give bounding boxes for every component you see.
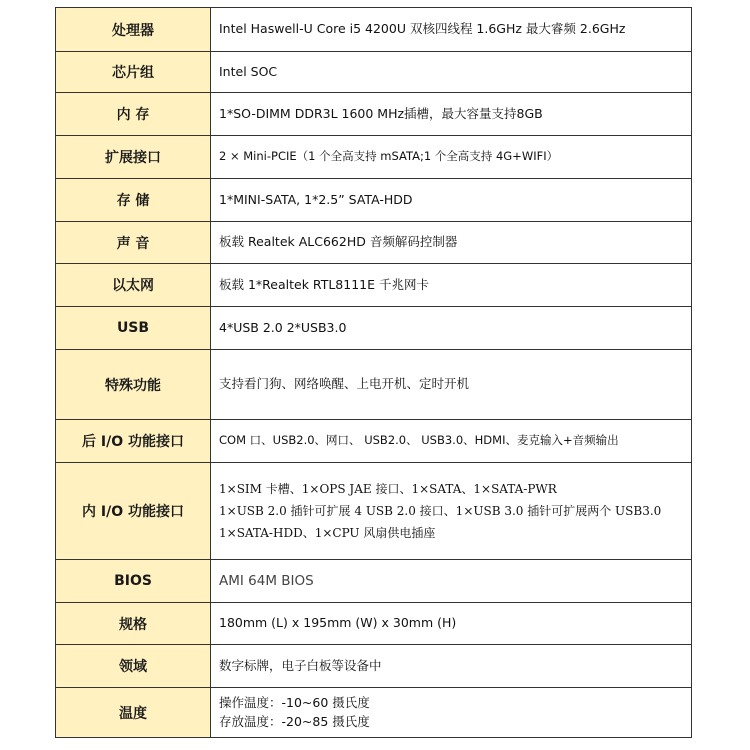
value-line: 1×SATA-HDD、1×CPU 风扇供电插座 xyxy=(219,526,436,541)
row-value: 板载 1*Realtek RTL8111E 千兆网卡 xyxy=(211,264,692,307)
table-row xyxy=(56,350,692,420)
row-label: USB xyxy=(56,307,211,350)
row-value xyxy=(211,463,692,560)
row-label: 内 I/O 功能接口 xyxy=(56,463,211,560)
value-line: 1×USB 2.0 插针可扩展 4 USB 2.0 接口、1×USB 3.0 插针可扩展两个 USB3.0 xyxy=(219,503,662,518)
value-line: 操作温度：-10~60 摄氏度 xyxy=(219,694,370,710)
row-label: 处理器 xyxy=(56,8,211,52)
spec-table xyxy=(55,7,692,738)
table-row xyxy=(56,93,692,136)
row-value xyxy=(211,688,692,738)
table-row xyxy=(56,264,692,307)
row-label: 规格 xyxy=(56,603,211,645)
row-value: 1*MINI-SATA, 1*2.5” SATA-HDD xyxy=(211,179,692,222)
row-value: 支持看门狗、网络唤醒、上电开机、定时开机 xyxy=(211,350,692,420)
row-label: BIOS xyxy=(56,560,211,603)
table-row xyxy=(56,645,692,688)
value-line: 存放温度：-20~85 摄氏度 xyxy=(219,713,370,729)
row-label: 芯片组 xyxy=(56,52,211,93)
table-row xyxy=(56,420,692,463)
row-value: 1*SO-DIMM DDR3L 1600 MHz插槽，最大容量支持8GB xyxy=(211,93,692,136)
value-line: 1×SIM 卡槽、1×OPS JAE 接口、1×SATA、1×SATA-PWR xyxy=(219,481,557,496)
row-label: 存 储 xyxy=(56,179,211,222)
table-row xyxy=(56,307,692,350)
table-row xyxy=(56,603,692,645)
table-row xyxy=(56,52,692,93)
row-value: 2 × Mini-PCIE（1 个全高支持 mSATA;1 个全高支持 4G+WIFI） xyxy=(211,136,692,179)
row-label: 领域 xyxy=(56,645,211,688)
row-value: 180mm (L) x 195mm (W) x 30mm (H) xyxy=(211,603,692,645)
table-row xyxy=(56,560,692,603)
table-row xyxy=(56,463,692,560)
row-label: 扩展接口 xyxy=(56,136,211,179)
table-row xyxy=(56,136,692,179)
row-value: COM 口、USB2.0、网口、 USB2.0、 USB3.0、HDMI、麦克输入+音频输出 xyxy=(211,420,692,463)
table-row xyxy=(56,179,692,222)
table-row xyxy=(56,8,692,52)
row-value: Intel Haswell-U Core i5 4200U 双核四线程 1.6GHz 最大睿频 2.6GHz xyxy=(211,8,692,52)
row-label: 以太网 xyxy=(56,264,211,307)
table-row xyxy=(56,688,692,738)
row-label: 声 音 xyxy=(56,222,211,264)
row-label: 温度 xyxy=(56,688,211,738)
row-value: AMI 64M BIOS xyxy=(211,560,692,603)
row-value: 4*USB 2.0 2*USB3.0 xyxy=(211,307,692,350)
row-value: 数字标牌，电子白板等设备中 xyxy=(211,645,692,688)
row-label: 内 存 xyxy=(56,93,211,136)
row-value: Intel SOC xyxy=(211,52,692,93)
row-label: 后 I/O 功能接口 xyxy=(56,420,211,463)
row-value: 板载 Realtek ALC662HD 音频解码控制器 xyxy=(211,222,692,264)
row-label: 特殊功能 xyxy=(56,350,211,420)
table-row xyxy=(56,222,692,264)
